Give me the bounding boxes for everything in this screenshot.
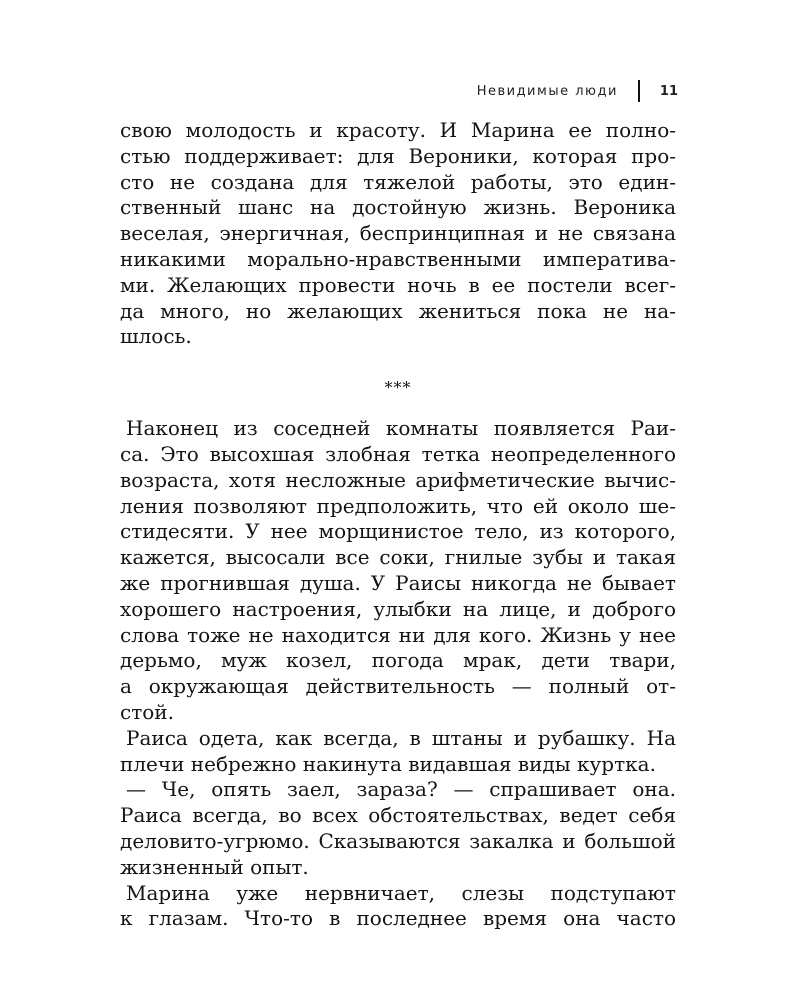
text-line: Наконец из соседней комнаты появляется Раи-	[126, 416, 676, 441]
text-line: сто не создана для тяжелой работы, это един-	[120, 169, 676, 194]
text-line: никакими морально-нравственными императива-	[120, 246, 676, 271]
text-line: возраста, хотя несложные арифметические вычис-	[120, 467, 676, 492]
text-line: веселая, энергичная, беспринципная и не связана	[120, 221, 676, 246]
text-line: шлось.	[120, 324, 192, 349]
text-line: стью поддерживает: для Вероники, которая про-	[120, 143, 676, 168]
text-line: ственный шанс на достойную жизнь. Вероника	[120, 195, 676, 220]
text-line: — Че, опять заел, зараза? — спрашивает она.	[126, 777, 676, 802]
text-line: Раиса всегда, во всех обстоятельствах, ведет себя	[120, 803, 676, 828]
text-line: слова тоже не находится ни для кого. Жизнь у нее	[120, 622, 676, 647]
text-line: стой.	[120, 699, 174, 724]
text-line: ления позволяют предположить, что ей около ше-	[120, 493, 676, 518]
running-head	[477, 80, 678, 102]
text-line: а окружающая действительность — полный от-	[120, 674, 676, 699]
text-line: кажется, высосали все соки, гнилые зубы и такая	[120, 545, 676, 570]
text-line: же прогнившая душа. У Раисы никогда не бывает	[120, 570, 676, 595]
body-text	[120, 118, 676, 932]
section-gap	[120, 406, 676, 416]
header-divider	[638, 80, 640, 102]
section-separator: ***	[384, 378, 412, 398]
text-line: свою молодость и красоту. И Марина ее полно-	[120, 118, 676, 142]
text-line: да много, но желающих жениться пока не на-	[120, 298, 676, 323]
text-line: хорошего настроения, улыбки на лице, и доброго	[120, 596, 676, 621]
text-line: стидесяти. У нее морщинистое тело, из которого,	[120, 519, 676, 544]
text-line: жизненный опыт.	[120, 854, 309, 879]
text-line: деловито-угрюмо. Сказываются закалка и большой	[120, 828, 676, 853]
running-title: Невидимые люди	[476, 83, 618, 99]
text-line: са. Это высохшая злобная тетка неопределенного	[120, 441, 676, 466]
text-line: к глазам. Что-то в последнее время она часто	[120, 906, 676, 931]
text-line: Раиса одета, как всегда, в штаны и рубашку. На	[126, 725, 676, 750]
text-line: плечи небрежно накинута видавшая виды куртка.	[120, 751, 656, 776]
text-line: ми. Желающих провести ночь в ее постели всег-	[120, 272, 676, 297]
page-number: 11	[659, 83, 678, 99]
text-line: Марина уже нервничает, слезы подступают	[126, 880, 676, 905]
text-line: дерьмо, муж козел, погода мрак, дети твари,	[120, 648, 676, 673]
section-gap	[120, 350, 676, 370]
